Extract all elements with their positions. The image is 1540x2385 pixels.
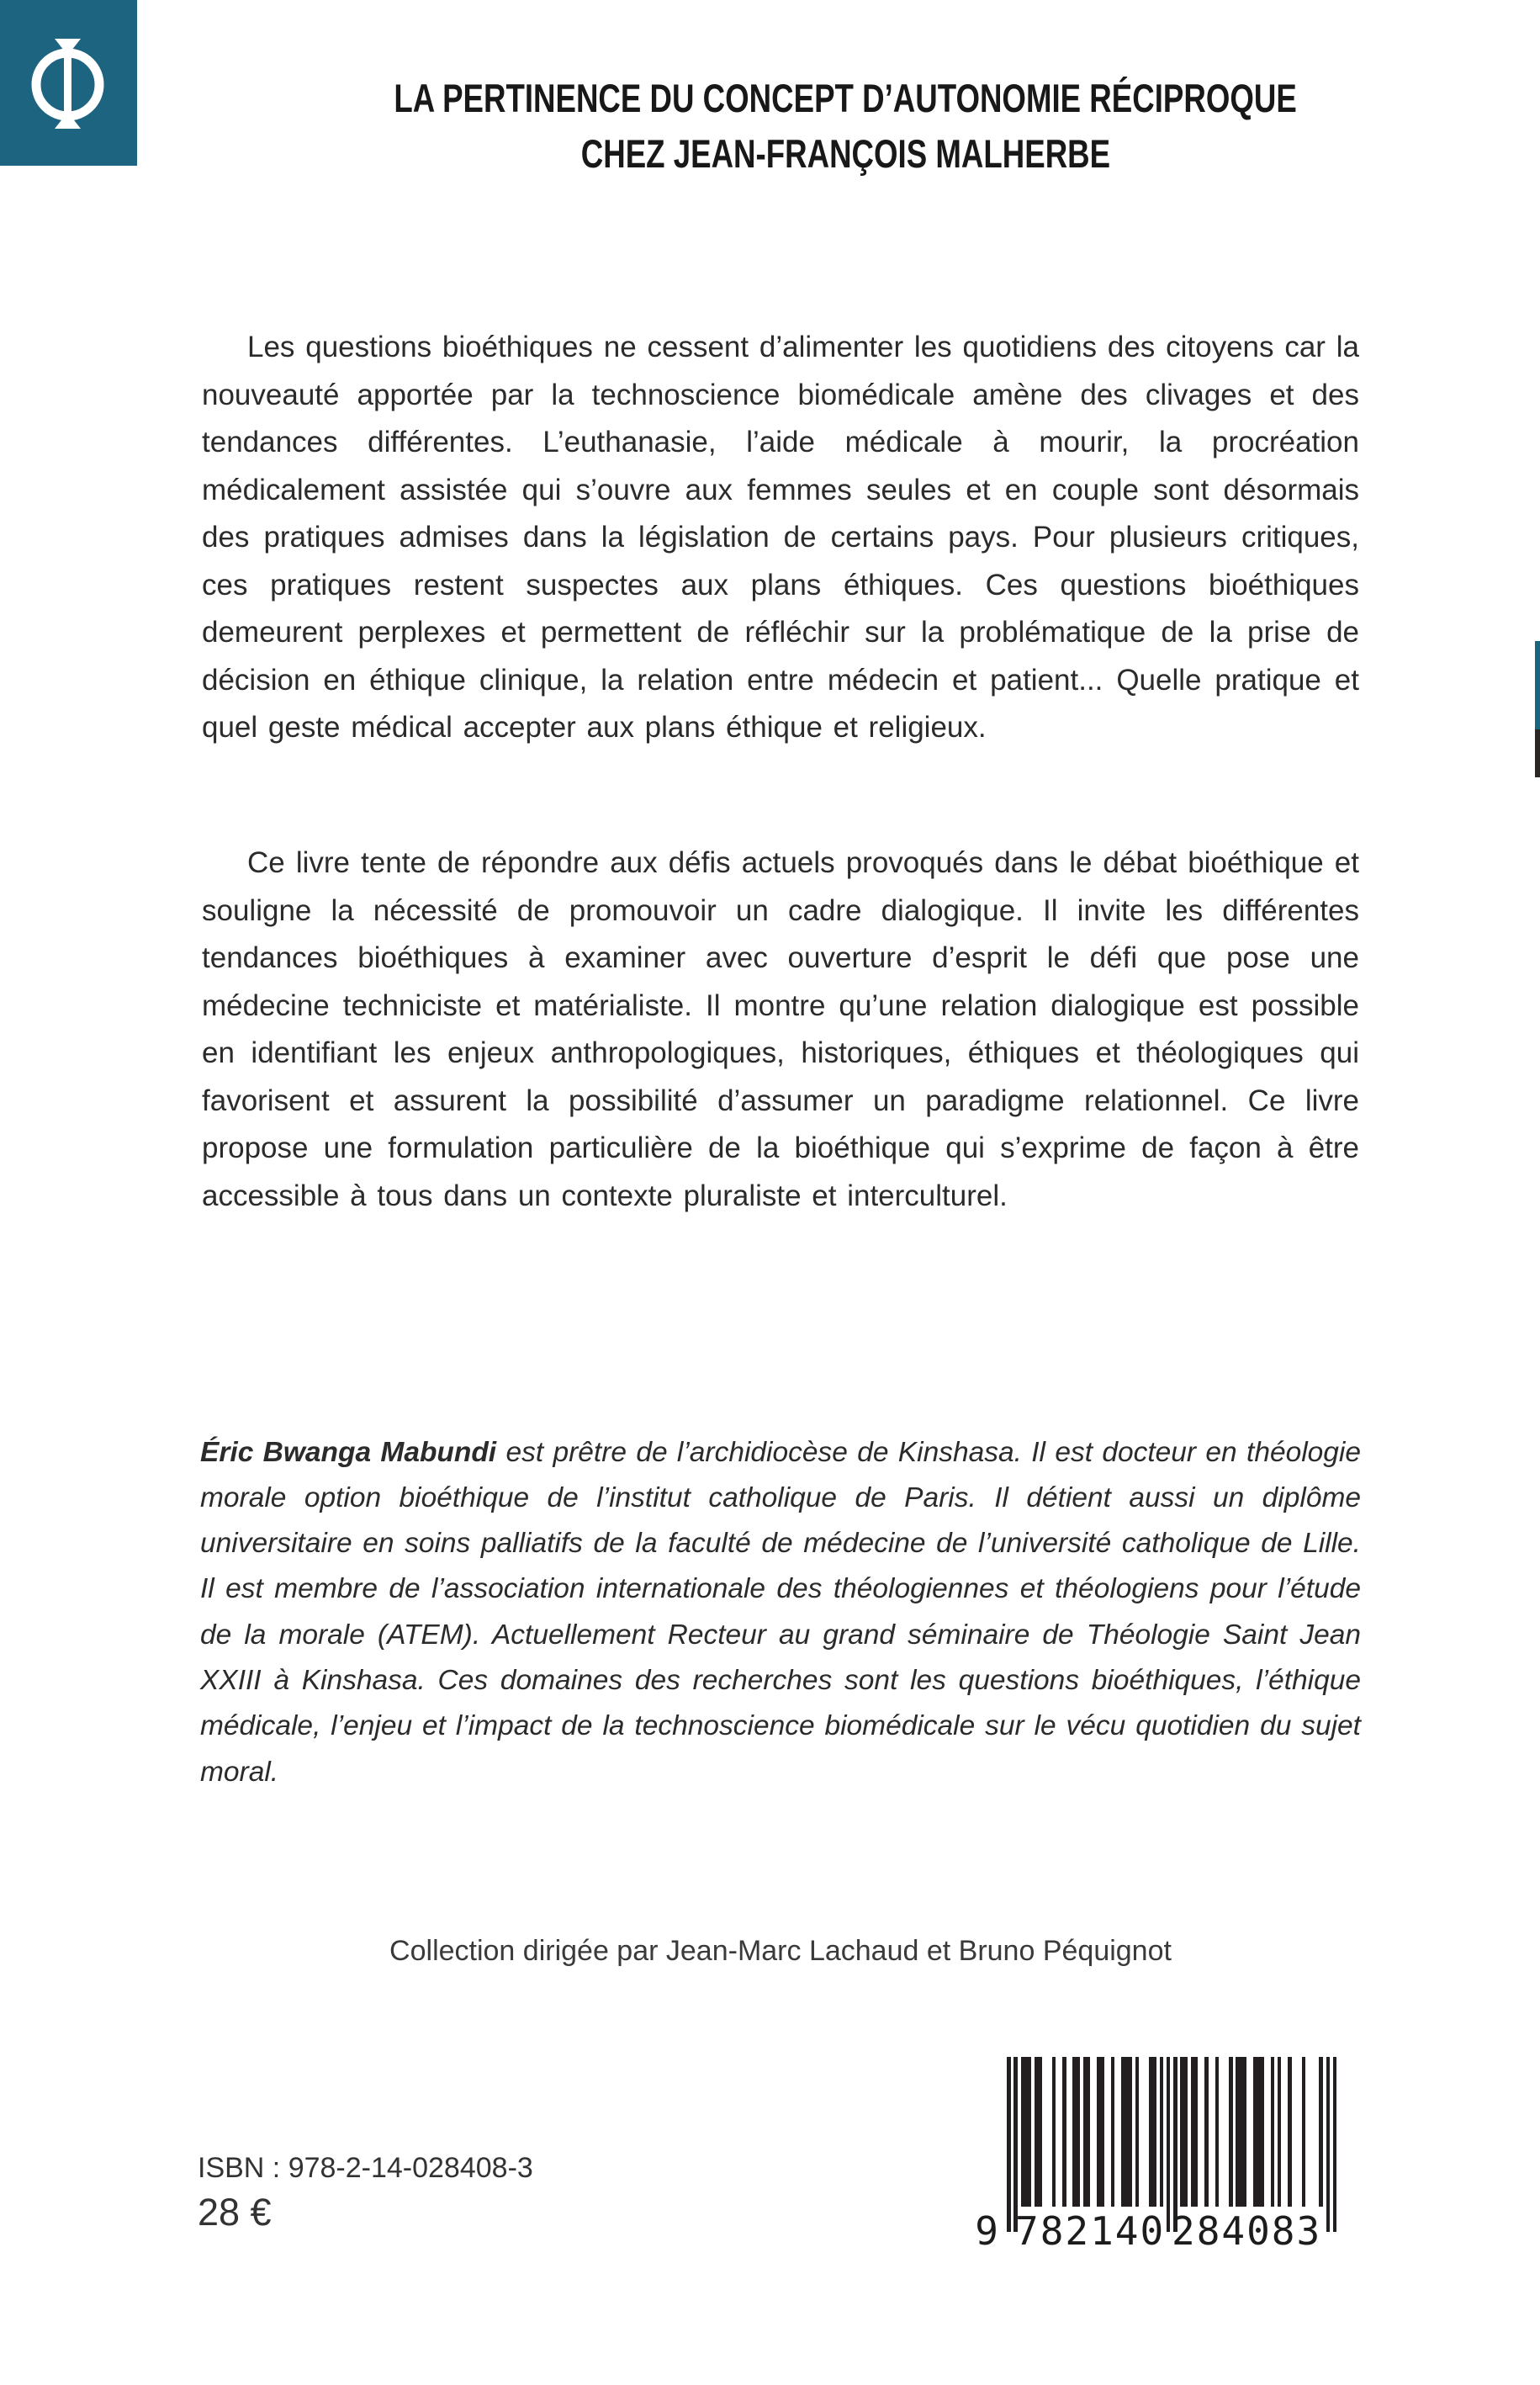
synopsis-paragraph-1: Les questions bioéthiques ne cessent d’alimenter les quotidiens des citoyens car la nouveauté apportée par la technoscience biomédicale amène des clivages et des tendances différentes. L’euthanasie, l’aide médicale à mourir, la procréation médicalement assistée qui s’ouvre aux femmes seules et en couple sont désormais des pratiques admises dans la législation de certains pays. Pour plusieurs critiques, ces pratiques restent suspectes aux plans éthiques. Ces questions bioéthiques demeurent perplexes et permettent de réfléchir sur la problématique de la prise de décision en éthique clinique, la relation entre médecin et patient... Quelle pratique et quel geste médical accepter aux plans éthique et religieux. [202,331,1359,744]
barcode-bar [1173,2057,1177,2232]
book-title [151,71,1539,182]
barcode-digit-group2: 284083 [1172,2208,1322,2254]
barcode-bar [1288,2057,1292,2207]
isbn-label: ISBN : 978-2-14-028408-3 [198,2152,533,2184]
barcode-bar [1087,2057,1091,2207]
barcode-bar [1243,2057,1247,2207]
barcode-bar [1152,2057,1156,2207]
barcode-bar [1077,2057,1081,2207]
barcode-bar [1271,2057,1275,2207]
publisher-logo [0,0,137,166]
barcode-bar [1326,2057,1331,2232]
barcode-bar [1183,2057,1188,2207]
edge-mark-teal [1535,641,1540,729]
barcode-bar [1052,2057,1056,2207]
barcode-bar [1194,2057,1199,2207]
edge-mark-black [1535,729,1540,777]
barcode-digit-group1: 782140 [1015,2208,1166,2254]
barcode-bar [1028,2057,1032,2207]
barcode-bar [1062,2057,1066,2207]
barcode-bar [1167,2057,1171,2232]
barcode-bar [1260,2057,1264,2207]
barcode-bar [1111,2057,1115,2207]
phi-icon [0,0,137,166]
barcode-bar [1278,2057,1282,2207]
barcode-bar [1333,2057,1337,2232]
barcode-bar [1204,2057,1209,2207]
price-label: 28 € [198,2191,272,2234]
barcode-bar [1215,2057,1220,2207]
book-title-line2: CHEZ JEAN-FRANÇOIS MALHERBE [580,131,1110,176]
barcode-bar [1160,2057,1164,2207]
barcode-bar [1128,2057,1132,2207]
barcode [975,2057,1336,2263]
barcode-bar [1302,2057,1306,2207]
barcode-digit-lead: 9 [975,2208,1000,2254]
author-name: Éric Bwanga Mabundi [200,1436,497,1468]
barcode-bar [1319,2057,1323,2207]
synopsis-paragraph-2: Ce livre tente de répondre aux défis actuels provoqués dans le débat bioéthique et souligne la nécessité de promouvoir un cadre dialogique. Il invite les différentes tendances bioéthiques à examiner avec ouverture d’esprit le défi que pose une médecine techniciste et matérialiste. Il montre qu’une relation dialogique est possible en identifiant les enjeux anthropologiques, historiques, éthiques et théologiques qui favorisent et assurent la possibilité d’assumer un paradigme relationnel. Ce livre propose une formulation particulière de la bioéthique qui s’exprime de façon à être accessible à tous dans un contexte pluraliste et interculturel. [202,846,1359,1212]
author-bio-text: est prêtre de l’archidiocèse de Kinshasa. Il est docteur en théologie morale option bioéthique de l’institut catholique de Paris. Il détient aussi un diplôme universitaire en soins palliatifs de la faculté de médecine de l’université catholique de Lille. Il est membre de l’association internationale des théologiennes et théologiens pour l’étude de la morale (ATEM). Actuellement Recteur au grand séminaire de Théologie Saint Jean XXIII à Kinshasa. Ces domaines des recherches sont les questions bioéthiques, l’éthique médicale, l’enjeu et l’impact de la technoscience biomédicale sur le vécu quotidien du sujet moral. [200,1436,1361,1788]
barcode-bar [1007,2057,1011,2232]
author-bio [200,1430,1361,1795]
barcode-bar [1135,2057,1140,2207]
book-title-line1: LA PERTINENCE DU CONCEPT D’AUTONOMIE RÉCIPROQUE [394,76,1297,120]
collection-note: Collection dirigée par Jean-Marc Lachaud et Bruno Péquignot [389,1935,1172,1967]
barcode-bar [1038,2057,1042,2207]
barcode-bar [1013,2057,1018,2232]
barcode-bar [1100,2057,1104,2207]
barcode-bar [1229,2057,1233,2207]
